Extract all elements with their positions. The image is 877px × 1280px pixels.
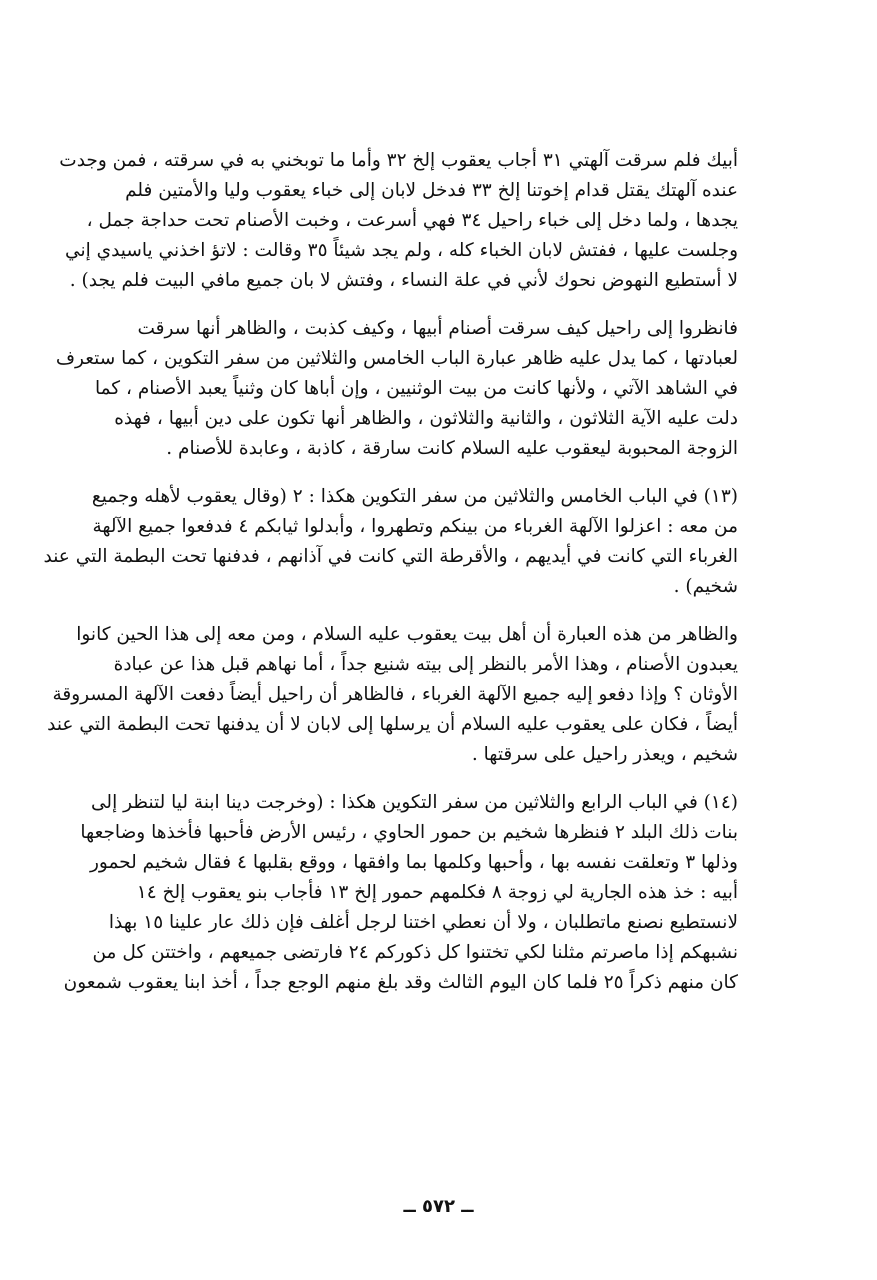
text-line: أبيك فلم سرقت آلهتي ٣١ أجاب يعقوب إلخ ٣٢ وأما ما توبخني به في سرقته ، فمن وجدت xyxy=(59,150,738,171)
text-line: وذلها ٣ وتعلقت نفسه بها ، وأحبها وكلمها بما وافقها ، ووقع بقلبها ٤ فقال شخيم لحمور xyxy=(89,852,738,873)
text-line: لانستطيع نصنع ماتطلبان ، ولا أن نعطي اختنا لرجل أغلف فإن ذلك عار علينا ١٥ بهذا xyxy=(108,912,738,933)
text-line: أيضاً ، فكان على يعقوب عليه السلام أن يرسلها إلى لابان لا أن يدفنها تحت البطمة التي عند xyxy=(47,714,738,735)
text-line: نشبهكم إذا ماصرتم مثلنا لكي تختنوا كل ذكوركم ٢٤ فارتضى جميعهم ، واختتن كل من xyxy=(92,942,738,963)
text-line: بنات ذلك البلد ٢ فنظرها شخيم بن حمور الحاوي ، رئيس الأرض فأحبها فأخذها وضاجعها xyxy=(80,822,738,843)
text-line: دلت عليه الآية الثلاثون ، والثانية والثلاثون ، والظاهر أنها تكون على دين أبيها ، فهذه xyxy=(114,408,738,429)
paragraph-5 xyxy=(63,788,762,998)
text-line: شخيم ، ويعذر راحيل على سرقتها . xyxy=(471,744,738,765)
text-line: (١٣) في الباب الخامس والثلاثين من سفر التكوين هكذا : ٢ (وقال يعقوب لأهله وجميع xyxy=(91,486,738,507)
paragraph-2 xyxy=(55,314,762,464)
text-line: كان منهم ذكراً ٢٥ فلما كان اليوم الثالث وقد بلغ منهم الوجع جداً ، أخذ ابنا يعقوب شمعون xyxy=(63,972,738,993)
page-body xyxy=(43,146,762,1016)
text-line: يعبدون الأصنام ، وهذا الأمر بالنظر إلى بيته شنيع جداً ، أما نهاهم قبل هذا عن عبادة xyxy=(113,654,738,675)
text-line: في الشاهد الآتي ، ولأنها كانت من بيت الوثنيين ، وإن أباها كان وثنياً يعبد الأصنام ، كما xyxy=(94,378,738,399)
paragraph-4 xyxy=(47,620,762,770)
text-line: من معه : اعزلوا الآلهة الغرباء من بينكم وتطهروا ، وأبدلوا ثيابكم ٤ فدفعوا جميع الآلهة xyxy=(92,516,738,537)
page-number: ــ ٥٧٢ ــ xyxy=(403,1196,474,1217)
text-line: والظاهر من هذه العبارة أن أهل بيت يعقوب عليه السلام ، ومن معه إلى هذا الحين كانوا xyxy=(76,624,738,645)
text-line: الزوجة المحبوبة ليعقوب عليه السلام كانت سارقة ، كاذبة ، وعابدة للأصنام . xyxy=(166,438,738,459)
text-line: شخيم) . xyxy=(673,576,738,597)
text-line: فانظروا إلى راحيل كيف سرقت أصنام أبيها ، وكيف كذبت ، والظاهر أنها سرقت xyxy=(137,318,738,339)
text-line: أبيه : خذ هذه الجارية لي زوجة ٨ فكلمهم حمور إلخ ١٣ فأجاب بنو يعقوب إلخ ١٤ xyxy=(136,882,738,903)
text-line: وجلست عليها ، ففتش لابان الخباء كله ، ولم يجد شيئاً ٣٥ وقالت : لاتؤ اخذني ياسيدي إني xyxy=(65,240,738,261)
text-line: لعبادتها ، كما يدل عليه ظاهر عبارة الباب الخامس والثلاثين من سفر التكوين ، كما ستعرف xyxy=(55,348,738,369)
paragraph-1 xyxy=(59,146,762,296)
text-line: عنده آلهتك يقتل قدام إخوتنا إلخ ٣٣ فدخل لابان إلى خباء يعقوب وليا والأمتين فلم xyxy=(125,180,738,201)
paragraph-3 xyxy=(43,482,762,602)
text-line: الأوثان ؟ وإذا دفعو إليه جميع الآلهة الغرباء ، فالظاهر أن راحيل أيضاً دفعت الآلهة المسروقة xyxy=(52,684,738,705)
text-line: لا أستطيع النهوض نحوك لأني في علة النساء ، وفتش لا بان جميع مافي البيت فلم يجد) . xyxy=(69,270,738,291)
text-line: يجدها ، ولما دخل إلى خباء راحيل ٣٤ فهي أسرعت ، وخبت الأصنام تحت حداجة جمل ، xyxy=(86,210,738,231)
text-line: (١٤) في الباب الرابع والثلاثين من سفر التكوين هكذا : (وخرجت دينا ابنة ليا لتنظر إلى xyxy=(91,792,738,813)
text-line: الغرباء التي كانت في أيديهم ، والأقرطة التي كانت في آذانهم ، فدفنها تحت البطمة التي عند xyxy=(43,546,738,567)
